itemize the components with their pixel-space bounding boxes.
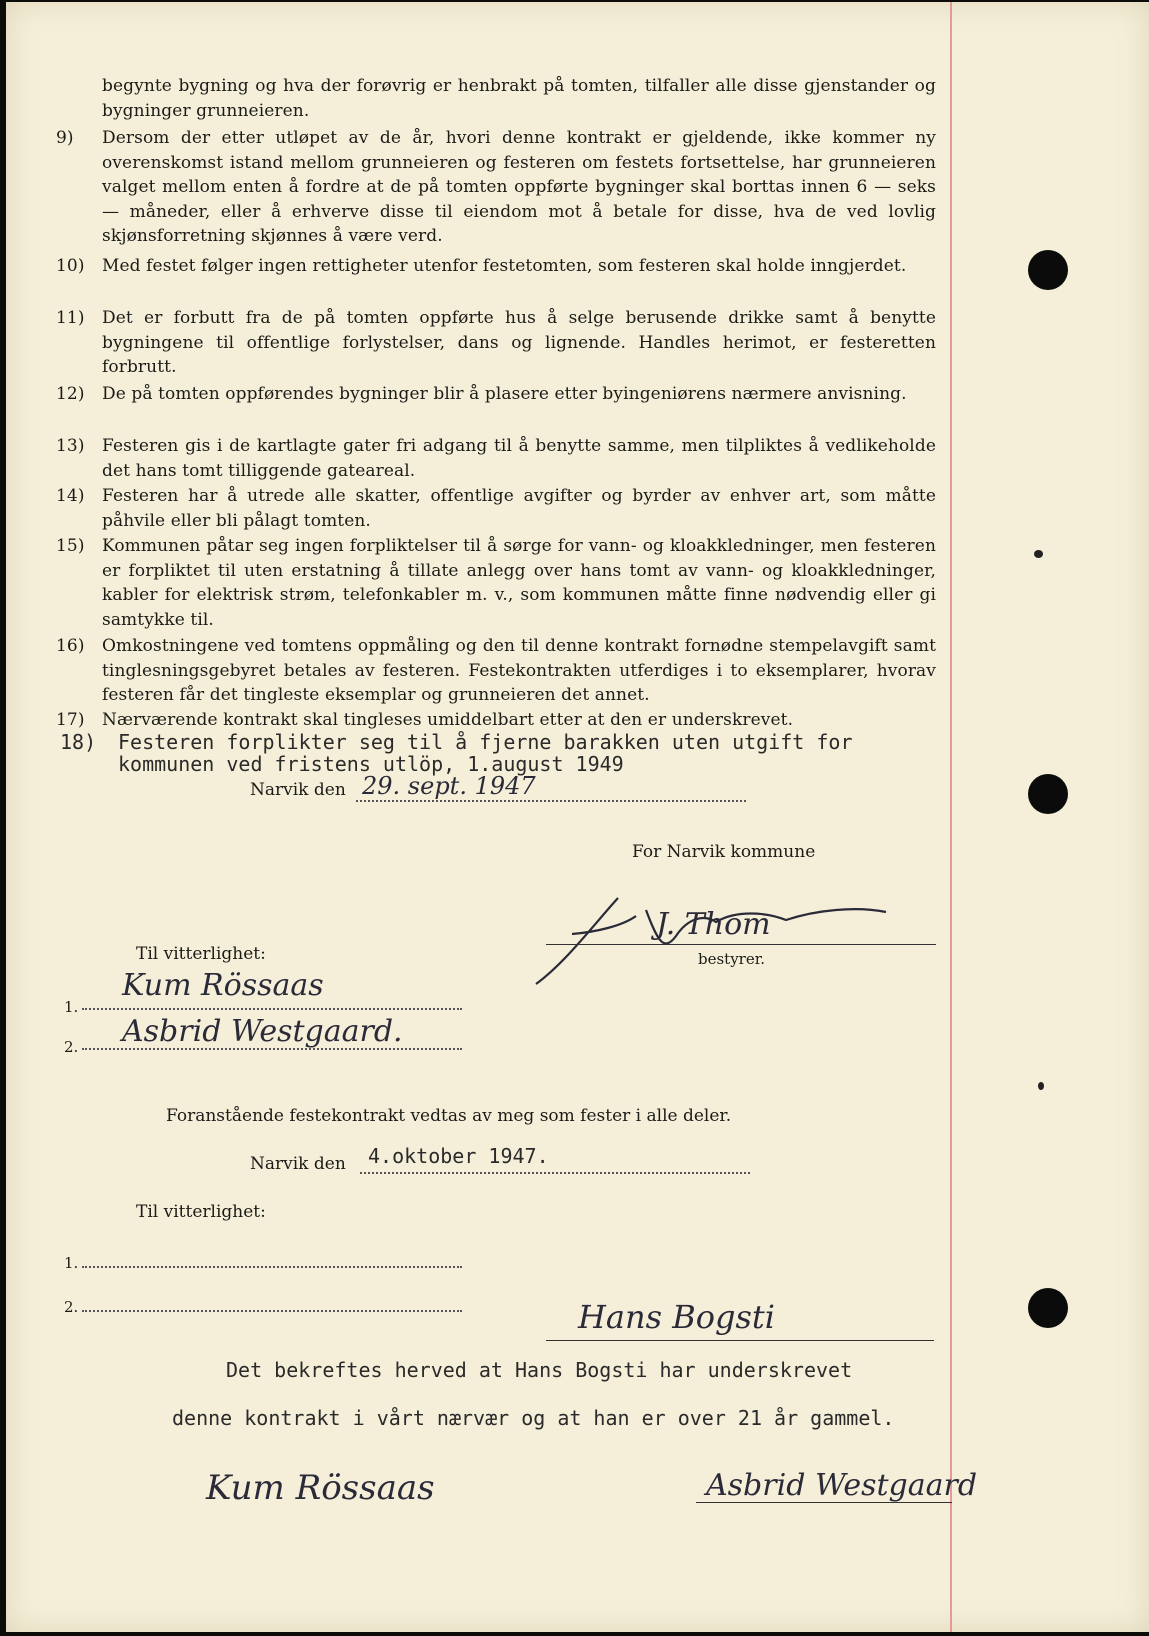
margin-line <box>950 2 952 1632</box>
clause-text: De på tomten oppførendes bygninger blir å plasere etter byingeniørens nærmere anvisning. <box>102 384 907 404</box>
acceptance-statement: Foranstående festekontrakt vedtas av meg som fester i alle deler. <box>166 1106 732 1126</box>
acceptance-witness-1-number: 1. <box>64 1254 79 1272</box>
place-label: Narvik den <box>250 780 346 800</box>
acceptance-witness-label: Til vitterlighet: <box>136 1202 266 1222</box>
director-sign-line <box>546 944 936 945</box>
clause-item <box>56 708 936 733</box>
witness-2-signature: Asbrid Westgaard. <box>122 1014 403 1049</box>
acceptance-witness-2-line <box>82 1310 462 1312</box>
clause-text: Med festet følger ingen rettigheter utenfor festetomten, som festeren skal holde inngjerdet. <box>102 256 907 276</box>
confirmation-line-2: denne kontrakt i vårt nærvær og at han er over 21 år gammel. <box>172 1406 895 1430</box>
clause-18-line-1: Festeren forplikter seg til å fjerne barakken uten utgift for <box>118 730 853 754</box>
clause-item <box>56 634 936 708</box>
clause-text: Omkostningene ved tomtens oppmåling og den til denne kontrakt fornødne stempelavgift samt tinglesningsgebyret betales av festeren. Festekontrakten utferdiges i to eksemplarer, hvorav festeren får det tingleste eksemplar og grunneieren det annet. <box>102 636 936 705</box>
clause-number: 17) <box>56 710 85 730</box>
clause-18-line-2: kommunen ved fristens utlöp, 1.august 1949 <box>118 752 624 776</box>
clause-text: Festeren gis i de kartlagte gater fri adgang til å benytte samme, men tilpliktes å vedlikeholde det hans tomt tilliggende gateareal. <box>102 436 936 481</box>
confirm-signature-left: Kum Rössaas <box>206 1468 435 1508</box>
acceptance-date-line <box>360 1172 750 1174</box>
fester-signature: Hans Bogsti <box>578 1298 775 1336</box>
acceptance-witness-1-line <box>82 1266 462 1268</box>
witness-1-signature: Kum Rössaas <box>122 968 324 1003</box>
clause-item <box>56 306 936 380</box>
clause-number: 14) <box>56 486 85 506</box>
clause-item <box>56 74 936 123</box>
clause-text: begynte bygning og hva der forøvrig er henbrakt på tomten, tilfaller alle disse gjenstander og bygninger grunneieren. <box>102 76 936 121</box>
clause-number: 16) <box>56 636 85 656</box>
clause-number: 15) <box>56 536 85 556</box>
director-signature-text: J. Thom <box>656 907 771 942</box>
handwritten-date: 29. sept. 1947 <box>362 772 536 800</box>
speck <box>1034 550 1043 558</box>
clause-item <box>56 484 936 533</box>
acceptance-date: 4.oktober 1947. <box>368 1144 549 1168</box>
clause-text: Det er forbutt fra de på tomten oppførte hus å selge berusende drikke samt å benytte bygningene til offentlige forlystelser, dans og lignende. Handles herimot, er festeretten forbrutt. <box>102 308 936 377</box>
clause-text: Dersom der etter utløpet av de år, hvori denne kontrakt er gjeldende, ikke kommer ny overenskomst istand mellom grunneieren og festeren om festets fortsettelse, har grunneieren valget mellom enten å fordre at de på tomten oppførte bygninger skal borttas innen 6 — seks — måneder, eller å erhverve disse til eiendom mot å betale for disse, hva de ved lovlig skjønsforretning skjønnes å være verd. <box>102 128 936 246</box>
punch-hole <box>1028 250 1068 290</box>
acceptance-witness-2-number: 2. <box>64 1298 79 1316</box>
confirmation-line-1: Det bekreftes herved at Hans Bogsti har underskrevet <box>226 1358 853 1382</box>
clause-number: 13) <box>56 436 85 456</box>
fester-sign-line <box>546 1340 934 1341</box>
clause-text: Festeren har å utrede alle skatter, offentlige avgifter og byrder av enhver art, som måtte påhvile eller bli pålagt tomten. <box>102 486 936 531</box>
punch-hole <box>1028 774 1068 814</box>
speck <box>1038 1082 1044 1090</box>
clause-item <box>56 434 936 483</box>
confirm-signature-right: Asbrid Westgaard <box>706 1468 978 1503</box>
document-page <box>6 2 1149 1632</box>
clause-item <box>56 382 936 407</box>
clause-item <box>56 126 936 249</box>
punch-hole <box>1028 1288 1068 1328</box>
clause-text: Nærværende kontrakt skal tingleses umiddelbart etter at den er underskrevet. <box>102 710 794 730</box>
director-signature <box>526 882 936 992</box>
clause-text: Kommunen påtar seg ingen forpliktelser til å sørge for vann- og kloakkledninger, men festeren er forpliktet til uten erstatning å tillate anlegg over hans tomt av vann- og kloakkledninger, kabler for elektrisk strøm, telefonkabler m. v., som kommunen måtte finne nødvendig eller gi samtykke til. <box>102 536 936 630</box>
witness-2-number: 2. <box>64 1038 79 1056</box>
role-label: bestyrer. <box>698 950 766 968</box>
clause-number: 9) <box>56 128 74 148</box>
witness-label: Til vitterlighet: <box>136 944 266 964</box>
clause-item <box>56 254 936 279</box>
confirm-sign-line <box>696 1502 952 1503</box>
clause-number: 10) <box>56 256 85 276</box>
witness-1-line <box>82 1008 462 1010</box>
clause-18-number: 18) <box>60 730 97 754</box>
acceptance-place-label: Narvik den <box>250 1154 346 1174</box>
for-narvik-kommune: For Narvik kommune <box>632 842 816 862</box>
clause-number: 11) <box>56 308 85 328</box>
date-line <box>356 800 746 802</box>
clause-number: 12) <box>56 384 85 404</box>
witness-1-number: 1. <box>64 998 79 1016</box>
clause-item <box>56 534 936 632</box>
